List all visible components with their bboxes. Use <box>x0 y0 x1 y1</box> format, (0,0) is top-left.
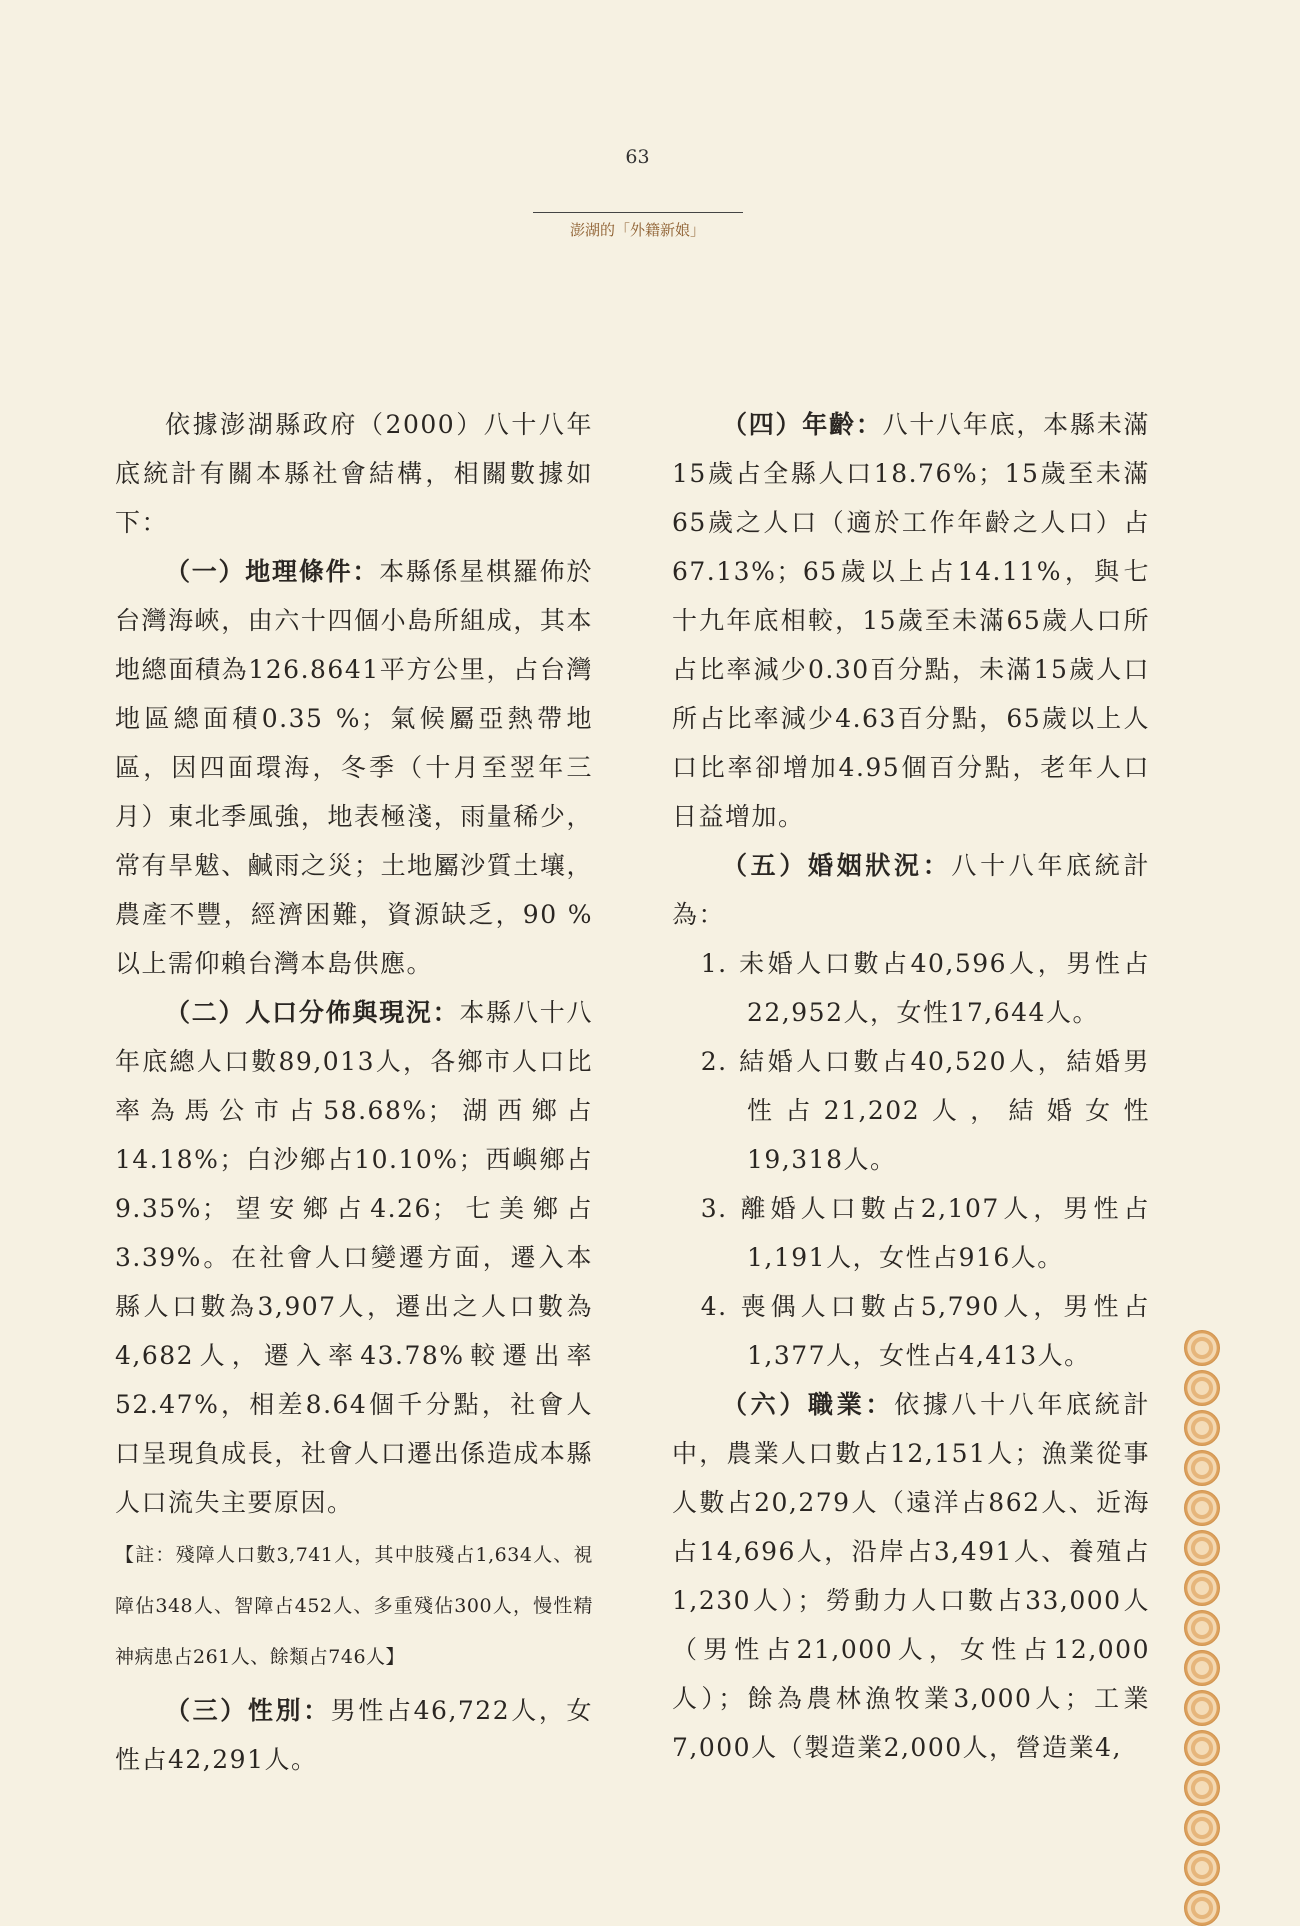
seal-ornament-icon <box>1184 1610 1220 1646</box>
list-item: 1. 未婚人口數占40,596人，男性占22,952人，女性17,644人。 <box>700 949 1150 1027</box>
section-gender <box>115 1686 593 1784</box>
section-heading: （五）婚姻狀況： <box>722 851 952 880</box>
section-text: 本縣係星棋羅佈於台灣海峽，由六十四個小島所組成，其本地總面積為126.8641平方公里，占台灣地區總面積0.35 %；氣候屬亞熱帶地區，因四面環海，冬季（十月至翌年三月）東北季風強，地表極淺，雨量稀少，常有旱魃、鹹雨之災；土地屬沙質土壤，農產不豐，經濟困難，資源缺乏，90 %以上需仰賴台灣本島供應。 <box>115 557 593 978</box>
intro-paragraph: 依據澎湖縣政府（2000）八十八年底統計有關本縣社會結構，相關數據如下： <box>115 410 593 537</box>
disability-note: 【註：殘障人口數3,741人，其中肢殘占1,634人、視障佔348人、智障占452人、多重殘佔300人，慢性精神病患占261人、餘類占746人】 <box>115 1544 593 1668</box>
section-age <box>672 400 1150 841</box>
seal-ornament-icon <box>1184 1370 1220 1406</box>
section-heading: （六）職業： <box>722 1390 895 1419</box>
section-heading: （二）人口分佈與現況： <box>165 998 460 1027</box>
section-text: 本縣八十八年底總人口數89,013人，各鄉市人口比率為馬公市占58.68%；湖西鄉占14.18%；白沙鄉占10.10%；西嶼鄉占9.35%；望安鄉占4.26；七美鄉占3.39%。在社會人口變遷方面，遷入本縣人口數為3,907人，遷出之人口數為4,682人，遷入率43.78%較遷出率52.47%，相差8.64個千分點，社會人口呈現負成長，社會人口遷出係造成本縣人口流失主要原因。 <box>115 998 593 1517</box>
decorative-seal-strip <box>1180 1330 1224 1926</box>
section-occupation <box>672 1380 1150 1772</box>
section-heading: （四）年齡： <box>722 410 883 439</box>
section-marital <box>672 841 1150 939</box>
running-title: 澎湖的「外籍新娘」 <box>569 221 705 239</box>
seal-ornament-icon <box>1184 1730 1220 1766</box>
list-item: 4. 喪偶人口數占5,790人，男性占1,377人，女性占4,413人。 <box>700 1292 1150 1370</box>
section-population <box>115 988 593 1527</box>
section-heading: （一）地理條件： <box>165 557 380 586</box>
list-item: 2. 結婚人口數占40,520人，結婚男性占21,202人，結婚女性19,318人。 <box>700 1047 1150 1174</box>
list-item: 3. 離婚人口數占2,107人，男性占1,191人，女性占916人。 <box>700 1194 1150 1272</box>
seal-ornament-icon <box>1184 1570 1220 1606</box>
seal-ornament-icon <box>1184 1490 1220 1526</box>
seal-ornament-icon <box>1184 1810 1220 1846</box>
seal-ornament-icon <box>1184 1330 1220 1366</box>
section-text: 八十八年底統計為： <box>672 851 1150 929</box>
section-heading: （三）性別： <box>165 1696 331 1725</box>
section-text: 男性占46,722人，女性占42,291人。 <box>115 1696 593 1774</box>
seal-ornament-icon <box>1184 1770 1220 1806</box>
section-geography <box>115 547 593 988</box>
seal-ornament-icon <box>1184 1890 1220 1926</box>
seal-ornament-icon <box>1184 1690 1220 1726</box>
seal-ornament-icon <box>1184 1450 1220 1486</box>
seal-ornament-icon <box>1184 1530 1220 1566</box>
right-column <box>672 400 1150 1772</box>
section-text: 依據八十八年底統計中，農業人口數占12,151人；漁業從事人數占20,279人（遠洋占862人、近海占14,696人，沿岸占3,491人、養殖占1,230人）；勞動力人口數占33,000人（男性占21,000人，女性占12,000人）；餘為農林漁牧業3,000人；工業7,000人（製造業2,000人，營造業4, <box>672 1390 1150 1762</box>
seal-ornament-icon <box>1184 1650 1220 1686</box>
header-rule <box>533 212 743 213</box>
page-number: 63 <box>625 146 650 168</box>
section-text: 八十八年底，本縣未滿15歲占全縣人口18.76%；15歲至未滿65歲之人口（適於工作年齡之人口）占67.13%；65歲以上占14.11%，與七十九年底相較，15歲至未滿65歲人口所占比率減少0.30百分點，未滿15歲人口所占比率減少4.63百分點，65歲以上人口比率卻增加4.95個百分點，老年人口日益增加。 <box>672 410 1150 831</box>
left-column <box>115 400 593 1784</box>
seal-ornament-icon <box>1184 1410 1220 1446</box>
